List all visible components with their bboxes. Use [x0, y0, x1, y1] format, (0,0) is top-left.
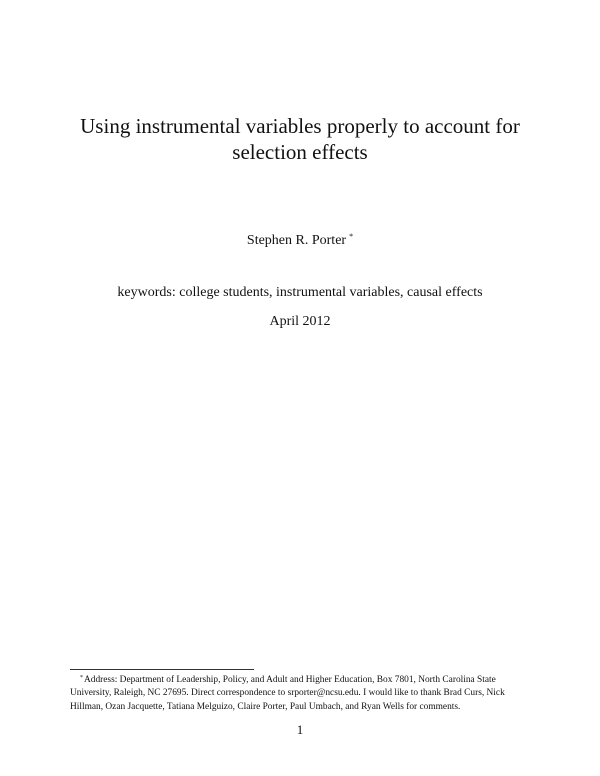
paper-title-line-2: selection effects	[232, 140, 368, 164]
footnote-line-3: Hillman, Ozan Jacquette, Tatiana Melguizo, Claire Porter, Paul Umbach, and Ryan Wells for comments.	[70, 701, 461, 712]
author-line	[0, 228, 600, 250]
author-name: Stephen R. Porter	[246, 233, 347, 248]
footnote	[70, 672, 535, 714]
keywords-line: keywords: college students, instrumental variables, causal effects	[117, 285, 483, 300]
footnote-text-1: Address: Department of Leadership, Policy, and Adult and Higher Education, Box 7801, North Carolina State	[84, 675, 496, 685]
footnote-divider	[70, 669, 254, 670]
paper-title-line-1: Using instrumental variables properly to account for	[80, 114, 520, 138]
footnote-marker: *	[80, 675, 83, 681]
page-number: 1	[296, 722, 304, 737]
author-footnote-marker: *	[349, 232, 354, 241]
publication-date: April 2012	[269, 314, 331, 329]
paper-title	[60, 113, 540, 165]
footnote-line-1	[70, 672, 535, 687]
footnote-line-2: University, Raleigh, NC 27695. Direct correspondence to srporter@ncsu.edu. I would like to thank Brad Curs, Nick	[70, 688, 505, 699]
